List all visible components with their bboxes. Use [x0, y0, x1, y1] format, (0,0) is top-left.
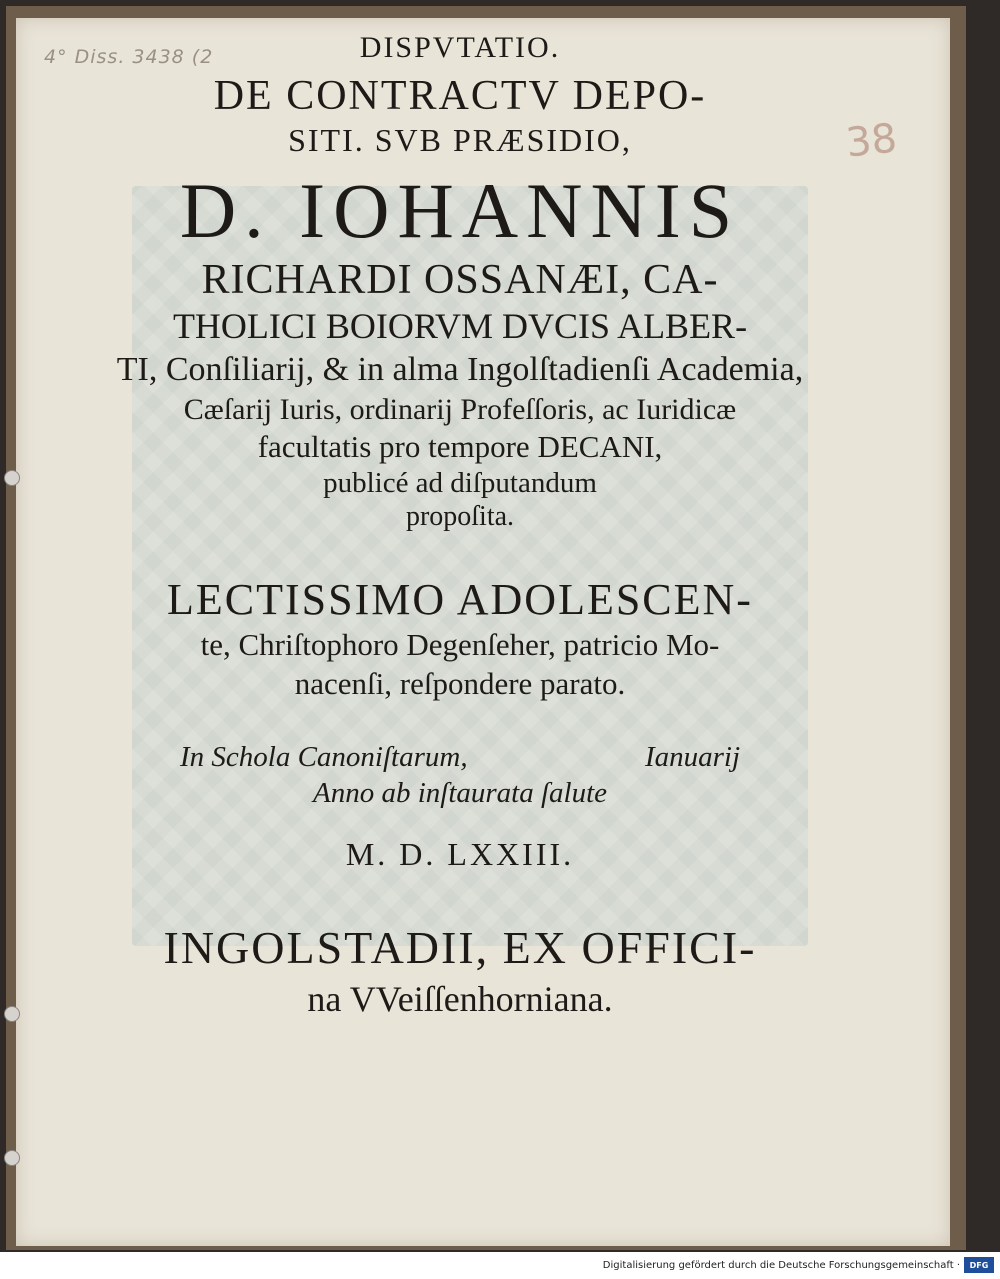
- binding-ring-icon: [4, 1150, 20, 1166]
- title-line-tholici: THOLICI BOIORVM DVCIS ALBER-: [172, 306, 748, 346]
- title-line-ingolstadii: INGOLSTADII, EX OFFICI-: [163, 922, 757, 973]
- title-line-weissenhorniana: na VVeiſſenhorniana.: [307, 979, 613, 1019]
- digitization-credit: Digitalisierung gefördert durch die Deutsche Forschungsgemeinschaft ·: [602, 1260, 960, 1271]
- title-line-facultatis: facultatis pro tempore DECANI,: [257, 429, 663, 464]
- title-line-januarij: Ianuarij: [644, 741, 740, 773]
- title-line-caesarij: Cæſarij Iuris, ordinarij Profeſſoris, ac Iuridicæ: [183, 393, 737, 426]
- title-line-year: M. D. LXXIII.: [345, 836, 575, 872]
- title-line-christophoro: te, Chriſtophoro Degenſeher, patricio Mo-: [200, 627, 720, 662]
- title-line-anno: Anno ab inſtaurata ſalute: [312, 777, 608, 809]
- title-line-publice: publicé ad diſputandum: [323, 467, 597, 499]
- title-text-block: [110, 30, 810, 1022]
- title-line-schola: In Schola Canoniſtarum,: [180, 741, 468, 773]
- title-line-nacensi: nacenſi, reſpondere parato.: [294, 666, 626, 701]
- library-shelfmark: 4° Diss. 3438 (2: [44, 46, 214, 68]
- dfg-logo: DFG: [964, 1257, 994, 1273]
- title-line-proposita: propoſita.: [405, 501, 515, 532]
- title-line-disputatio: DISPVTATIO.: [359, 31, 561, 64]
- title-line-iohannis: D. IOHANNIS: [179, 167, 741, 254]
- binding-ring-icon: [4, 470, 20, 486]
- title-line-consiliarij: TI, Conſiliarij, & in alma Ingolſtadienſi Academia,: [116, 351, 804, 388]
- binding-ring-icon: [4, 1006, 20, 1022]
- title-line-schola-row: [110, 740, 810, 774]
- title-line-lectissimo: LECTISSIMO ADOLESCEN-: [167, 575, 753, 624]
- title-line-richardi: RICHARDI OSSANÆI, CA-: [201, 257, 719, 303]
- handwritten-leaf-number: 38: [843, 115, 900, 167]
- title-line-de-contractu: DE CONTRACTV DEPO-: [213, 73, 707, 119]
- title-line-siti: SITI. SVB PRÆSIDIO,: [288, 122, 632, 158]
